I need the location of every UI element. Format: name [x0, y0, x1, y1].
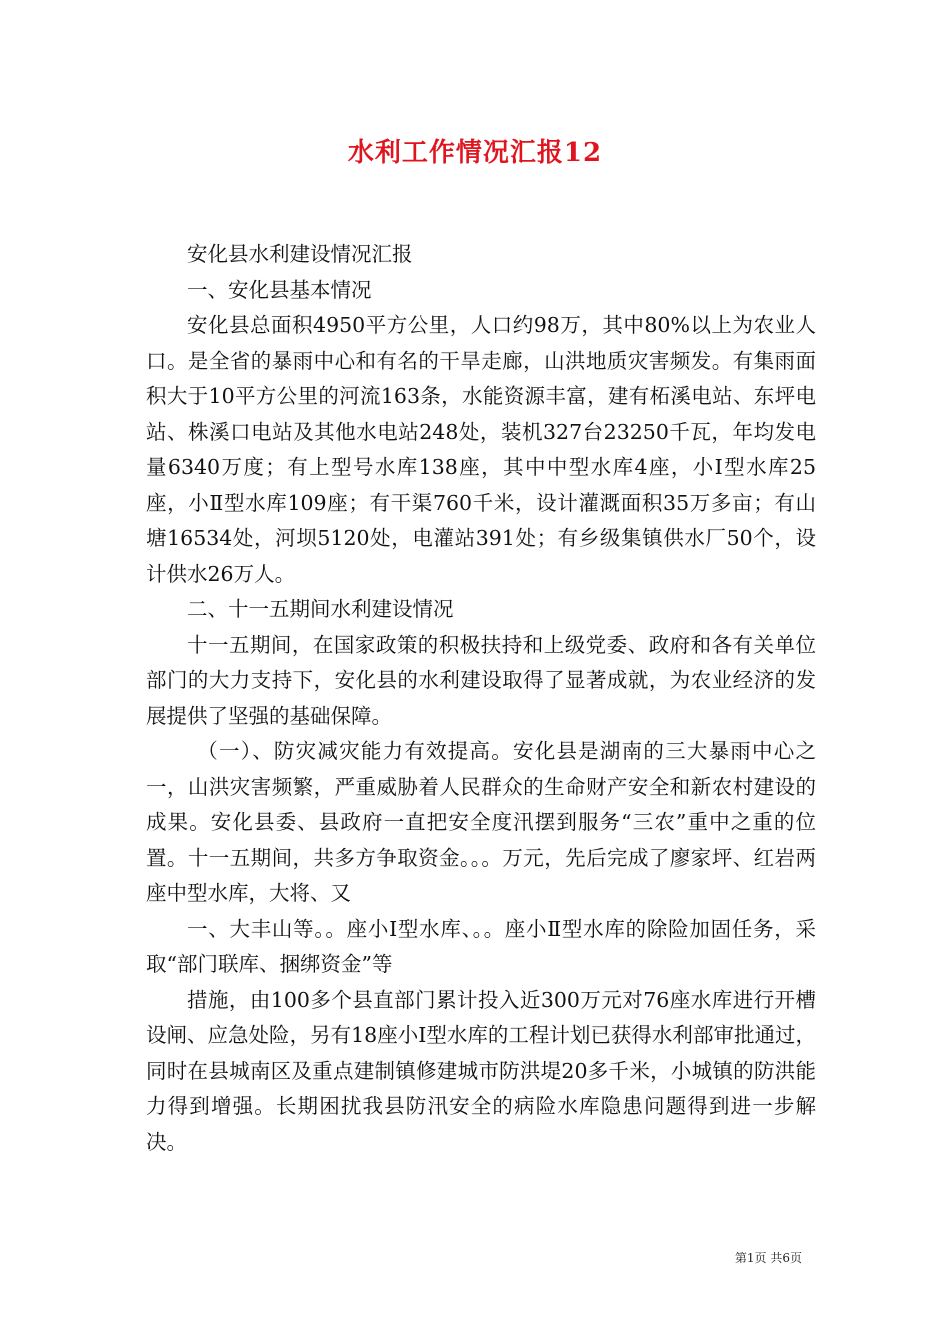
paragraph-reservoir-reinforcement: 一、大丰山等。。座小Ⅰ型水库、。。座小Ⅱ型水库的除险加固任务，采取“部门联库、捆绑资金”等 [146, 916, 816, 976]
paragraph-section-1-heading: 一、安化县基本情况 [187, 277, 372, 302]
page-number-footer: 第1页 共6页 [734, 1251, 802, 1265]
document-body [146, 237, 816, 1160]
paragraph-section-2-heading: 二、十一五期间水利建设情况 [187, 597, 454, 621]
paragraph-period-summary: 十一五期间，在国家政策的积极扶持和上级党委、政府和各有关单位部门的大力支持下，安化县的水利建设取得了显著成就，为农业经济的发展提供了坚强的基础保障。 [146, 632, 816, 728]
paragraph-basic-info: 安化县总面积4950平方公里，人口约98万，其中80%以上为农业人口。是全省的暴雨中心和有名的干旱走廊，山洪地质灾害频发。有集雨面积大于10平方公里的河流163条，水能资源丰富，建有柘溪电站、东坪电站、株溪口电站及其他水电站248处，装机327台23250千瓦，年均发电量6340万度；有上型号水库138座，其中中型水库4座，小Ⅰ型水库25座，小Ⅱ型水库109座；有干渠760千米，设计灌溉面积35万多亩；有山塘16534处，河坝5120处，电灌站391处；有乡级集镇供水厂50个，设计供水26万人。 [146, 313, 816, 586]
paragraph-measures: 措施，由100多个县直部门累计投入近300万元对76座水库进行开槽设闸、应急处险，另有18座小Ⅰ型水库的工程计划已获得水利部审批通过，同时在县城南区及重点建制镇修建城市防洪堤20多千米，小城镇的防洪能力得到增强。长期困扰我县防汛安全的病险水库隐患问题得到进一步解决。 [146, 987, 816, 1154]
document-title: 水利工作情况汇报12 [347, 138, 603, 168]
paragraph-report-heading: 安化县水利建设情况汇报 [187, 242, 413, 266]
paragraph-disaster-prevention: （一）、防灾减灾能力有效提高。安化县是湖南的三大暴雨中心之一，山洪灾害频繁，严重威胁着人民群众的生命财产安全和新农村建设的成果。安化县委、县政府一直把安全度汛摆到服务“三农”重中之重的位置。十一五期间，共多方争取资金。。。万元，先后完成了廖家坪、红岩两座中型水库，大将、又 [146, 739, 816, 905]
